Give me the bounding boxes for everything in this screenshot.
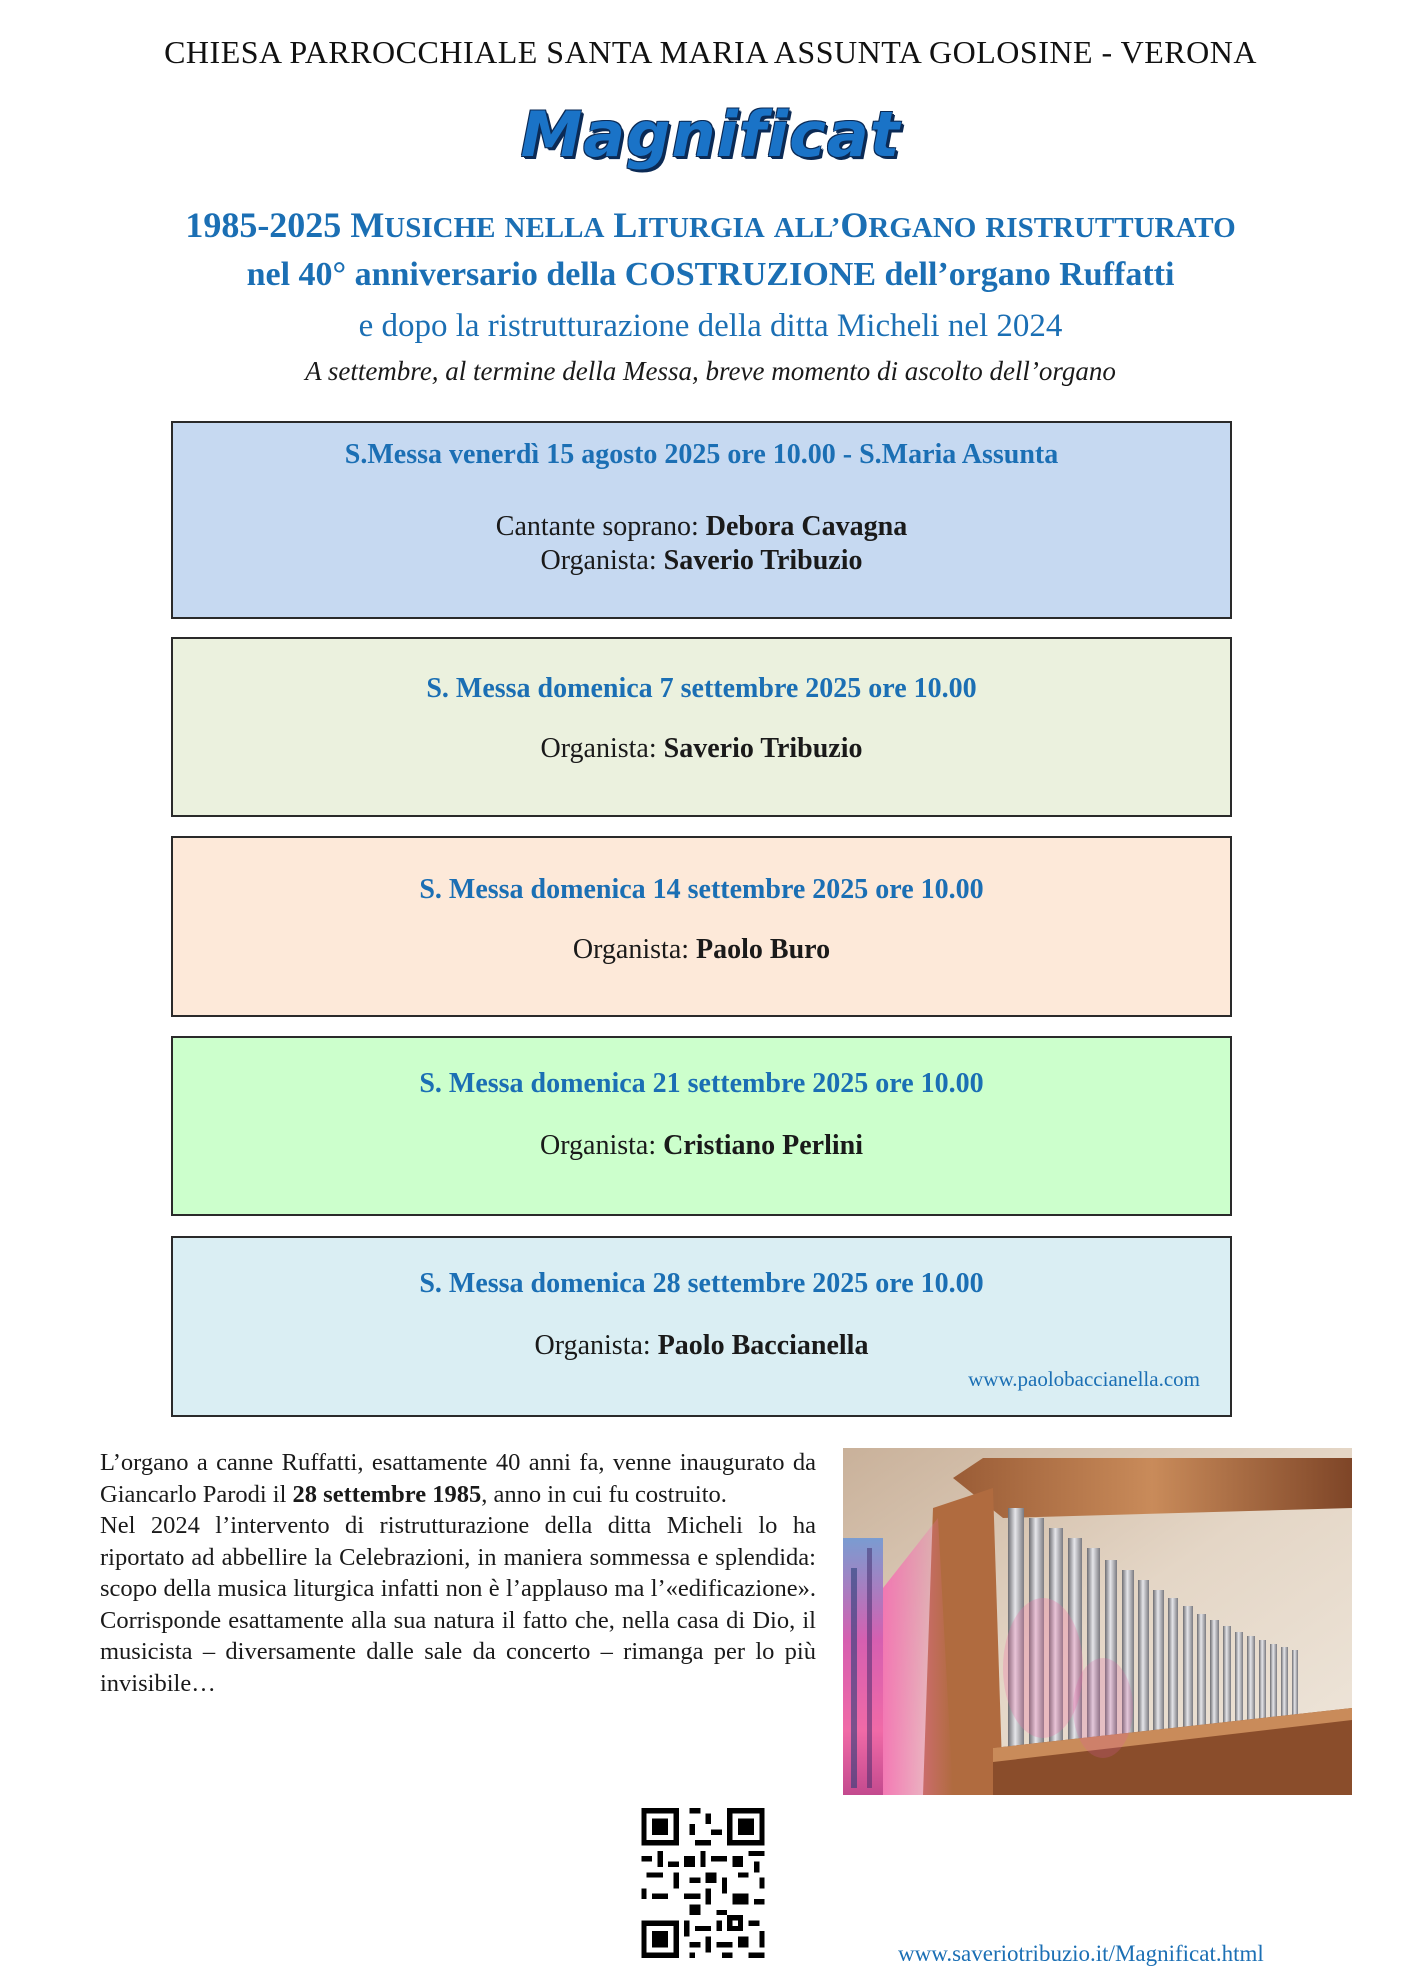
event-box-4 (171, 1036, 1232, 1216)
event-organist: Organista: Paolo Buro (572, 934, 831, 965)
event-box-1 (171, 421, 1232, 619)
website-link[interactable]: www.saveriotribuzio.it/Magnificat.html (898, 1941, 1264, 1966)
organist-website-link[interactable]: www.paolobaccianella.com (968, 1367, 1200, 1391)
magnificat-logo (0, 98, 1421, 171)
event-organist: Organista: Paolo Baccianella (534, 1330, 869, 1361)
title-line-1: 1985-2025 MUSICHE NELLA LITURGIA ALL’ORGANO RISTRUTTURATO (185, 205, 1236, 245)
paragraph-1: L’organo a canne Ruffatti, esattamente 40 anni fa, venne inaugurato da Giancarlo Parodi il 28 settembre 1985, anno in cui fu costruito. (100, 1449, 816, 1508)
paragraph-2: Nel 2024 l’intervento di ristrutturazione della ditta Micheli lo ha riportato ad abbellire la Celebrazioni, in maniera sommessa e splendida: scopo della musica liturgica infatti non è l’applauso ma l’«edificazione». Corrisponde esattamente alla sua natura il fatto che, nella casa di Dio, il musicista – diversamente dalle sale da concerto – rimanga per lo più invisibile… (100, 1512, 816, 1697)
event-performer: Cantante soprano: Debora Cavagna (495, 511, 908, 542)
event-date: S. Messa domenica 14 settembre 2025 ore 10.00 (419, 874, 984, 905)
event-organist: Organista: Saverio Tribuzio (540, 733, 863, 764)
event-box-5 (171, 1236, 1232, 1417)
title-line-2: nel 40° anniversario della COSTRUZIONE dell’organo Ruffatti (246, 256, 1175, 293)
event-date: S.Messa venerdì 15 agosto 2025 ore 10.00 - S.Maria Assunta (344, 439, 1059, 470)
church-name: CHIESA PARROCCHIALE SANTA MARIA ASSUNTA GOLOSINE - VERONA (164, 34, 1257, 70)
event-date: S. Messa domenica 7 settembre 2025 ore 10.00 (426, 673, 977, 704)
event-organist: Organista: Cristiano Perlini (539, 1130, 863, 1161)
event-box-2 (171, 637, 1232, 817)
event-date: S. Messa domenica 21 settembre 2025 ore 10.00 (419, 1068, 984, 1099)
subtitle-italic: A settembre, al termine della Messa, breve momento di ascolto dell’organo (305, 356, 1116, 386)
logo-text: Magnificat (520, 98, 901, 171)
qr-code[interactable] (636, 1802, 770, 1964)
event-box-3 (171, 836, 1232, 1017)
event-date: S. Messa domenica 28 settembre 2025 ore 10.00 (419, 1268, 984, 1299)
body-text (100, 1447, 816, 1699)
title-line-3: e dopo la ristrutturazione della ditta Micheli nel 2024 (358, 308, 1063, 344)
event-organist: Organista: Saverio Tribuzio (540, 545, 863, 576)
organ-photo (843, 1448, 1352, 1795)
